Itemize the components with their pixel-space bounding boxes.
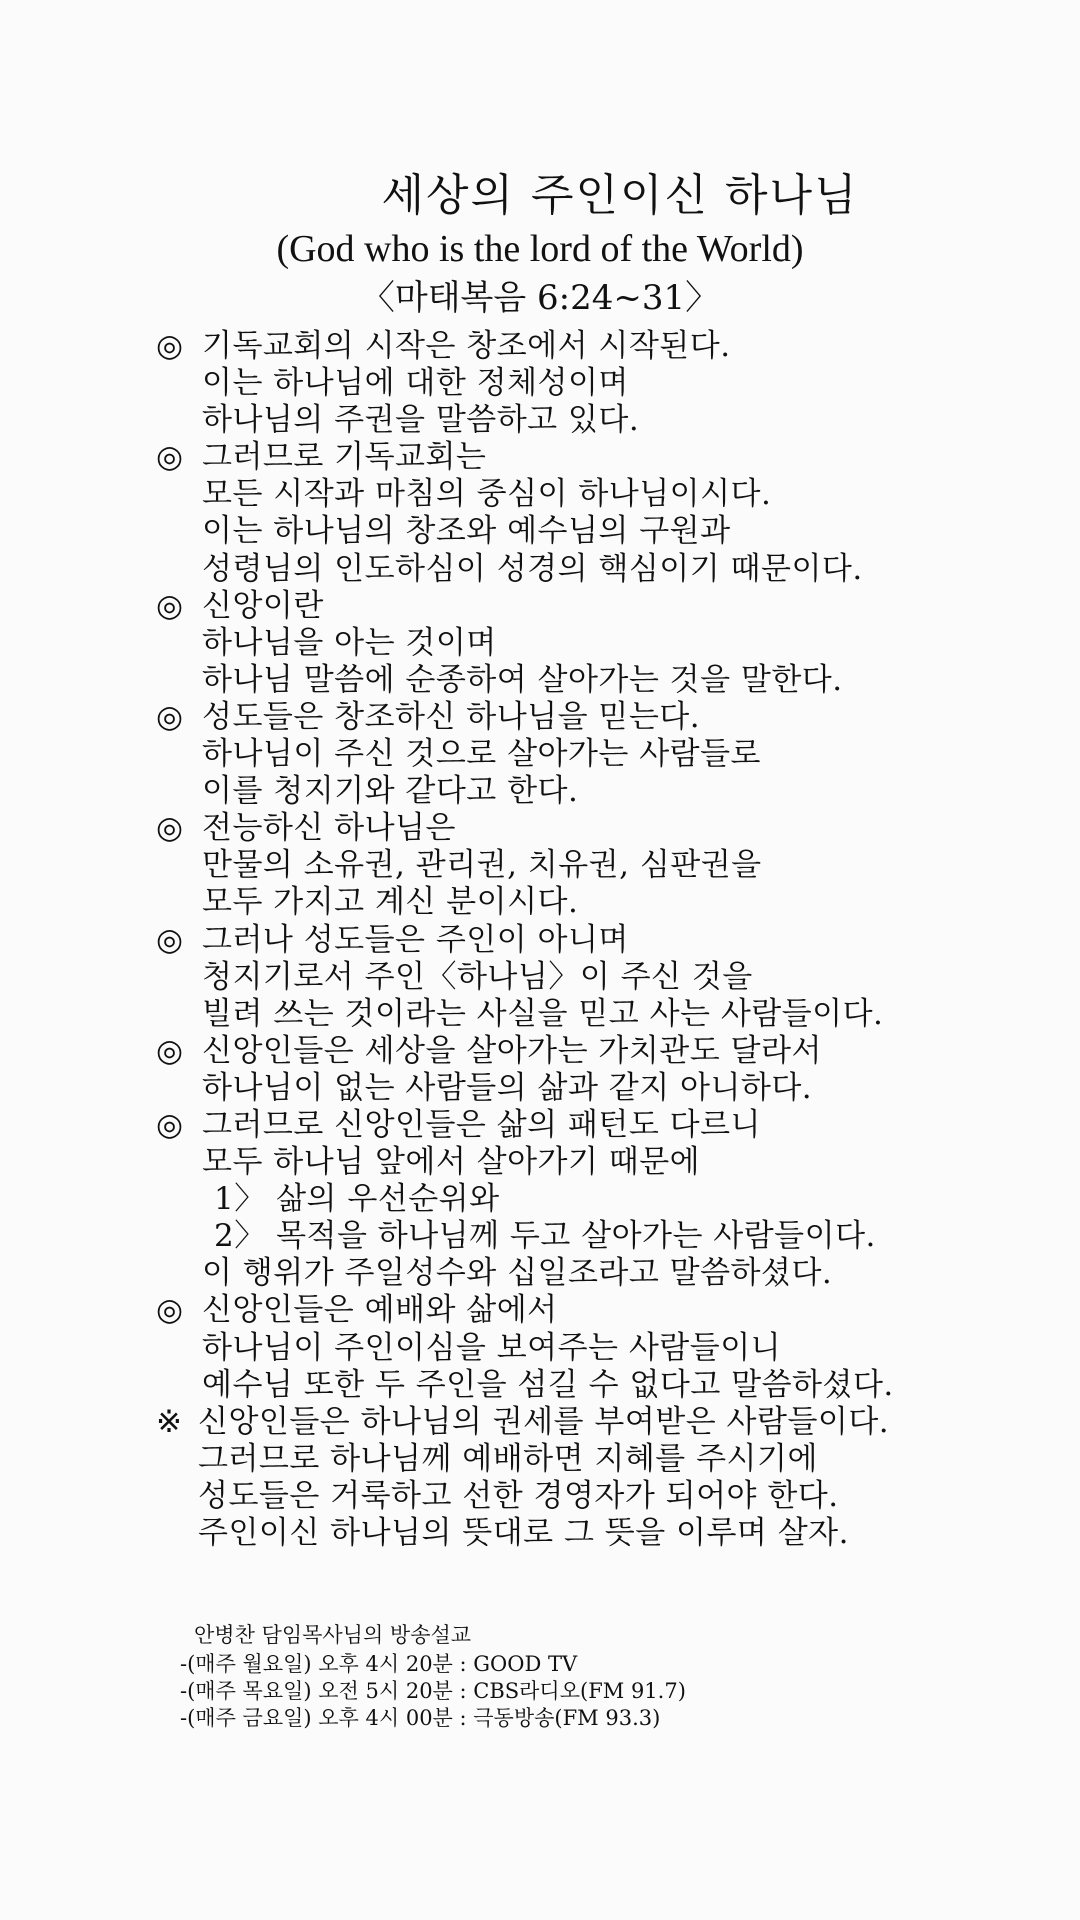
bullet-icon: ◎: [156, 921, 184, 958]
section-line: 예수님 또한 두 주인을 섬길 수 없다고 말씀하셨다.: [202, 1366, 894, 1403]
section-line: 이는 하나님에 대한 정체성이며: [202, 365, 629, 402]
note-line: 주인이신 하나님의 뜻대로 그 뜻을 이루며 살자.: [198, 1515, 849, 1551]
section-line: 이는 하나님의 창조와 예수님의 구원과: [202, 513, 731, 550]
sermon-english-title: (God who is the lord of the World): [276, 228, 804, 270]
bullet-icon: ◎: [156, 1032, 184, 1069]
section-line: 하나님의 주권을 말씀하고 있다.: [202, 402, 640, 439]
broadcast-info: [180, 1622, 980, 1732]
section-4: [156, 699, 1056, 810]
section-line: 모두 하나님 앞에서 살아가기 때문에: [202, 1144, 701, 1181]
bullet-icon: ◎: [156, 1292, 184, 1329]
note-section: [156, 1404, 1056, 1552]
section-line: 이 행위가 주일성수와 십일조라고 말씀하셨다.: [202, 1255, 833, 1292]
bullet-icon: ◎: [156, 328, 184, 364]
section-line: 이를 청지기와 같다고 한다.: [202, 773, 579, 810]
section-line: 만물의 소유권, 관리권, 치유권, 심판권을: [202, 847, 762, 884]
note-icon: ※: [156, 1403, 183, 1440]
section-line: 모두 가지고 계신 분이시다.: [202, 884, 579, 921]
section-line: 전능하신 하나님은: [202, 810, 456, 847]
section-line: 그러나 성도들은 주인이 아니며: [202, 921, 629, 958]
bullet-icon: ◎: [156, 1106, 184, 1143]
section-line: 그러므로 기독교회는: [202, 439, 487, 476]
section-line: 하나님 말씀에 순종하여 살아가는 것을 말한다.: [202, 661, 843, 698]
section-line: 빌려 쓰는 것이라는 사실을 믿고 사는 사람들이다.: [202, 995, 884, 1032]
broadcast-schedule-item: -(매주 목요일) 오전 5시 20분 : CBS라디오(FM 91.7): [180, 1679, 686, 1703]
section-line: 그러므로 신앙인들은 삶의 패턴도 다르니: [202, 1106, 761, 1143]
broadcast-title: 안병찬 담임목사님의 방송설교: [194, 1623, 472, 1647]
bullet-icon: ◎: [156, 810, 184, 847]
section-7: [156, 1033, 1056, 1107]
sermon-title: 세상의 주인이신 하나님: [381, 170, 859, 221]
note-line: 성도들은 거룩하고 선한 경영자가 되어야 한다.: [198, 1477, 839, 1514]
title-block: [0, 168, 1080, 322]
section-9: [156, 1292, 1056, 1403]
scripture-reference: 〈마태복음 6:24~31〉: [360, 278, 720, 318]
note-line: 신앙인들은 하나님의 권세를 부여받은 사람들이다.: [198, 1403, 890, 1440]
section-line: 신앙인들은 예배와 삶에서: [202, 1292, 558, 1329]
note-line: 그러므로 하나님께 예배하면 지혜를 주시기에: [198, 1440, 818, 1477]
section-line: 하나님을 아는 것이며: [202, 624, 497, 661]
numbered-line: 2〉 목적을 하나님께 두고 살아가는 사람들이다.: [214, 1218, 876, 1255]
section-line: 성도들은 창조하신 하나님을 믿는다.: [202, 698, 701, 735]
section-line: 신앙인들은 세상을 살아가는 가치관도 달라서: [202, 1032, 822, 1069]
bullet-icon: ◎: [156, 698, 184, 735]
section-line: 하나님이 주신 것으로 살아가는 사람들로: [202, 736, 761, 773]
numbered-line: 1〉 삶의 우선순위와: [214, 1181, 500, 1218]
section-5: [156, 810, 1056, 921]
section-line: 모든 시작과 마침의 중심이 하나님이시다.: [202, 476, 772, 513]
sermon-body: [156, 328, 1056, 1552]
section-2: [156, 439, 1056, 587]
bullet-icon: ◎: [156, 439, 184, 476]
section-6: [156, 922, 1056, 1033]
broadcast-schedule-item: -(매주 금요일) 오후 4시 00분 : 극동방송(FM 93.3): [180, 1706, 661, 1730]
bullet-icon: ◎: [156, 587, 184, 624]
section-8: [156, 1107, 1056, 1292]
section-1: [156, 328, 1056, 439]
section-line: 기독교회의 시작은 창조에서 시작된다.: [202, 328, 731, 364]
section-3: [156, 588, 1056, 699]
section-line: 하나님이 없는 사람들의 삶과 같지 아니하다.: [202, 1069, 813, 1106]
section-line: 신앙이란: [202, 587, 324, 624]
broadcast-schedule-item: -(매주 월요일) 오후 4시 20분 : GOOD TV: [180, 1652, 578, 1676]
section-line: 성령님의 인도하심이 성경의 핵심이기 때문이다.: [202, 550, 863, 587]
section-line: 하나님이 주인이심을 보여주는 사람들이니: [202, 1329, 782, 1366]
section-line: 청지기로서 주인〈하나님〉이 주신 것을: [202, 958, 753, 995]
